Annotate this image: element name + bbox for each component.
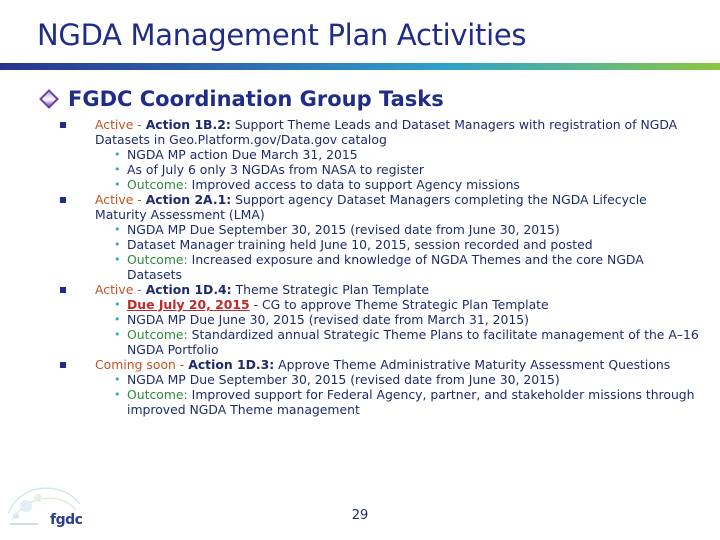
task-action: Action 1D.4: bbox=[145, 282, 232, 297]
task-action: Action 2A.1: bbox=[145, 192, 232, 207]
due-date-highlight: Due July 20, 2015 bbox=[127, 297, 250, 312]
page-number: 29 bbox=[351, 508, 369, 523]
task-status: Active - bbox=[95, 192, 146, 207]
sub-list bbox=[95, 297, 710, 357]
dot-bullet-icon: • bbox=[114, 373, 121, 386]
square-bullet-icon bbox=[60, 197, 66, 203]
square-bullet-icon bbox=[60, 362, 66, 368]
task-status: Active - bbox=[95, 117, 146, 132]
task-description: Support agency Dataset Managers completing the NGDA Lifecycle bbox=[231, 192, 647, 207]
task-list bbox=[60, 117, 710, 417]
outcome-text: Standardized annual Strategic Theme Plans to facilitate management of the A–16 bbox=[187, 327, 699, 342]
dot-bullet-icon: • bbox=[114, 313, 121, 326]
sub-item bbox=[95, 237, 710, 252]
sub-item bbox=[95, 297, 710, 312]
sub-item-text: Dataset Manager training held June 10, 2015, session recorded and posted bbox=[127, 237, 593, 252]
sub-item-text: NGDA MP action Due March 31, 2015 bbox=[127, 147, 358, 162]
task-description: Support Theme Leads and Dataset Managers with registration of NGDA bbox=[230, 117, 678, 132]
dot-bullet-icon: • bbox=[114, 388, 121, 401]
sub-item-text: As of July 6 only 3 NGDAs from NASA to register bbox=[127, 162, 425, 177]
outcome-text-cont: NGDA Portfolio bbox=[127, 342, 219, 357]
task-description-cont: Datasets in Geo.Platform.gov/Data.gov catalog bbox=[95, 132, 387, 147]
outcome-label: Outcome: bbox=[127, 327, 188, 342]
outcome-text: Increased exposure and knowledge of NGDA Themes and the core NGDA bbox=[187, 252, 644, 267]
sub-item-text: NGDA MP Due September 30, 2015 (revised date from June 30, 2015) bbox=[127, 222, 560, 237]
outcome-label: Outcome: bbox=[127, 252, 188, 267]
dot-bullet-icon: • bbox=[114, 148, 121, 161]
task-description-cont: Maturity Assessment (LMA) bbox=[95, 207, 265, 222]
sub-item-text: - CG to approve Theme Strategic Plan Template bbox=[249, 297, 549, 312]
sub-item-text: NGDA MP Due June 30, 2015 (revised date from March 31, 2015) bbox=[127, 312, 530, 327]
dot-bullet-icon: • bbox=[114, 253, 121, 266]
task-item bbox=[60, 357, 710, 417]
dot-bullet-icon: • bbox=[114, 178, 121, 191]
task-status: Coming soon - bbox=[95, 357, 189, 372]
logo-text: fgdc bbox=[50, 512, 83, 528]
sub-list bbox=[95, 147, 710, 192]
task-description: Theme Strategic Plan Template bbox=[231, 282, 430, 297]
outcome-item bbox=[95, 177, 710, 192]
task-description: Approve Theme Administrative Maturity Assessment Questions bbox=[274, 357, 671, 372]
task-item bbox=[60, 192, 710, 282]
outcome-text: Improved access to data to support Agency missions bbox=[187, 177, 520, 192]
diamond-bullet-icon bbox=[39, 89, 59, 109]
task-action: Action 1D.3: bbox=[188, 357, 275, 372]
task-action: Action 1B.2: bbox=[145, 117, 231, 132]
page-title: NGDA Management Plan Activities bbox=[37, 18, 527, 52]
title-divider bbox=[0, 63, 720, 70]
sub-list bbox=[95, 222, 710, 282]
square-bullet-icon bbox=[60, 287, 66, 293]
sub-list bbox=[95, 372, 710, 417]
outcome-item bbox=[95, 252, 710, 282]
dot-bullet-icon: • bbox=[114, 298, 121, 311]
dot-bullet-icon: • bbox=[114, 238, 121, 251]
section-heading bbox=[42, 87, 444, 111]
sub-item bbox=[95, 372, 710, 387]
dot-bullet-icon: • bbox=[114, 328, 121, 341]
section-heading-text: FGDC Coordination Group Tasks bbox=[68, 87, 444, 111]
outcome-text-cont: Datasets bbox=[127, 267, 182, 282]
sub-item bbox=[95, 147, 710, 162]
sub-item-text: NGDA MP Due September 30, 2015 (revised date from June 30, 2015) bbox=[127, 372, 560, 387]
outcome-text: Improved support for Federal Agency, partner, and stakeholder missions through bbox=[187, 387, 695, 402]
outcome-label: Outcome: bbox=[127, 387, 188, 402]
dot-bullet-icon: • bbox=[114, 163, 121, 176]
outcome-item bbox=[95, 327, 710, 357]
outcome-item bbox=[95, 387, 710, 417]
square-bullet-icon bbox=[60, 122, 66, 128]
sub-item bbox=[95, 222, 710, 237]
task-item bbox=[60, 117, 710, 192]
task-item bbox=[60, 282, 710, 357]
outcome-label: Outcome: bbox=[127, 177, 188, 192]
outcome-text-cont: improved NGDA Theme management bbox=[127, 402, 360, 417]
sub-item bbox=[95, 162, 710, 177]
dot-bullet-icon: • bbox=[114, 223, 121, 236]
sub-item bbox=[95, 312, 710, 327]
task-status: Active - bbox=[95, 282, 146, 297]
